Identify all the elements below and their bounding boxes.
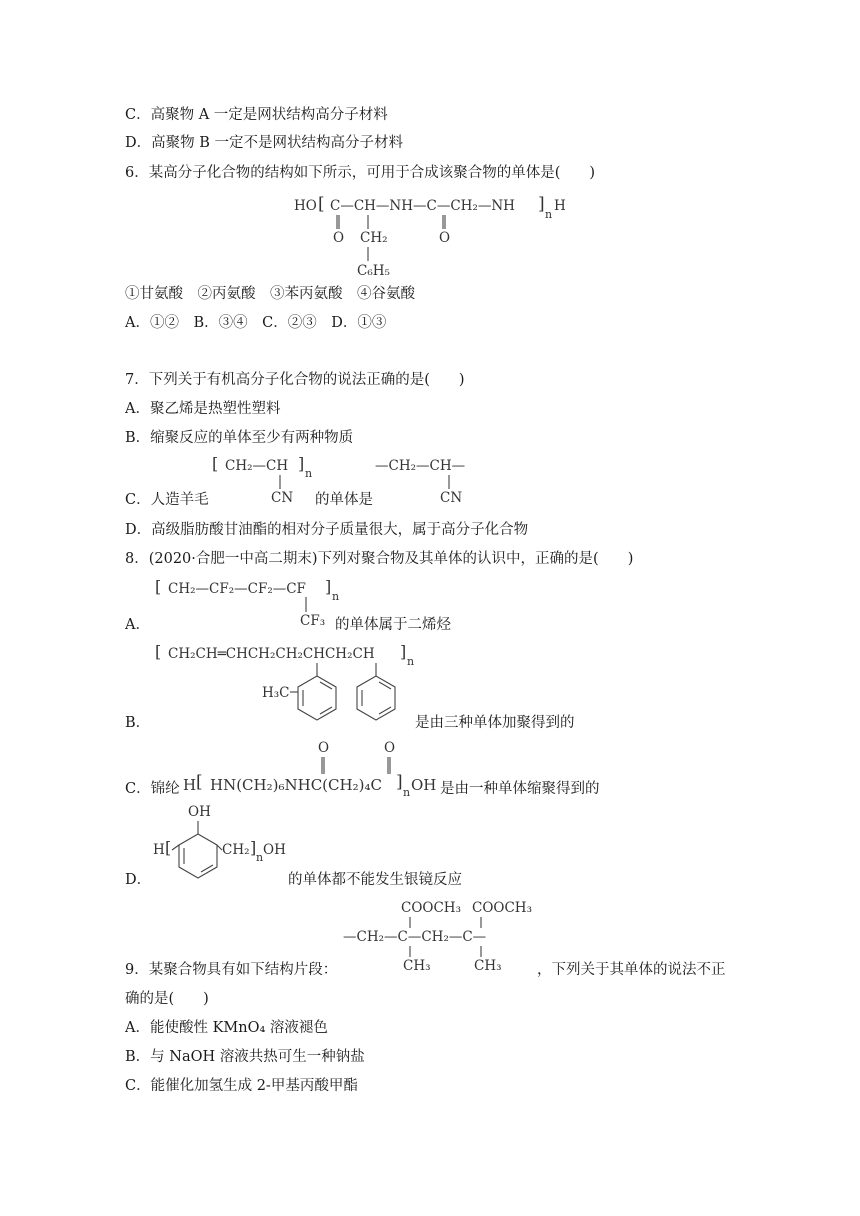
q8-stem: 8．(2020·合肥一中高二期末)下列对聚合物及其单体的认识中，正确的是( ) bbox=[125, 551, 634, 567]
q6-formula-ho: HO bbox=[294, 198, 317, 214]
q7-poly-bracket-left: [ bbox=[212, 454, 219, 473]
q8-c-o2: O bbox=[384, 740, 396, 756]
q7-mono-chain: —CH₂—CH— bbox=[375, 458, 466, 474]
q8-c-text: 是由一种单体缩聚得到的 bbox=[440, 781, 600, 797]
q8-b-label: B． bbox=[125, 715, 151, 731]
q9-cooch3-2: COOCH₃ bbox=[472, 900, 532, 916]
q8-a-cf3: CF₃ bbox=[300, 613, 326, 629]
q8-c-chain: HN(CH₂)₆NHC(CH₂)₄C bbox=[210, 776, 382, 794]
q6-formula-n: n bbox=[545, 208, 553, 221]
q8-d-oh-top: OH bbox=[188, 804, 211, 820]
q6-formula-o1: O bbox=[333, 230, 345, 246]
q8-a-bracket-left: [ bbox=[155, 577, 162, 596]
q8-c-h: H bbox=[183, 776, 197, 794]
q7-poly-n: n bbox=[305, 467, 313, 480]
q8-a-chain: CH₂—CF₂—CF₂—CF bbox=[168, 581, 306, 597]
q7-poly-cn: CN bbox=[271, 490, 294, 506]
q8-c-n: n bbox=[403, 786, 411, 799]
q7-option-c-label: C．人造羊毛 bbox=[125, 492, 209, 508]
q9-cooch3-1: COOCH₃ bbox=[401, 900, 461, 916]
q6-formula-bracket-right: ] bbox=[538, 194, 545, 214]
q7-option-c-mid: 的单体是 bbox=[315, 492, 373, 508]
q8-c-label: C．锦纶 bbox=[125, 781, 180, 797]
q9-option-c: C．能催化加氢生成 2-甲基丙酸甲酯 bbox=[125, 1078, 358, 1094]
q6-formula-o2: O bbox=[439, 230, 451, 246]
q9-option-b: B．与 NaOH 溶液共热可生一种钠盐 bbox=[125, 1049, 365, 1065]
q7-poly-bracket-right: ] bbox=[298, 454, 305, 473]
q7-option-d: D．高级脂肪酸甘油酯的相对分子质量很大，属于高分子化合物 bbox=[125, 522, 529, 538]
q7-poly-chain: CH₂—CH bbox=[225, 458, 289, 474]
q8-b-n: n bbox=[407, 655, 415, 668]
q6-formula-h: H bbox=[554, 198, 566, 214]
q8-c-bracket-right: ] bbox=[396, 772, 403, 792]
q8-b-h3c: H₃C bbox=[262, 685, 290, 701]
q7-mono-cn: CN bbox=[440, 490, 463, 506]
q8-a-label: A． bbox=[125, 617, 150, 633]
q9-option-a: A．能使酸性 KMnO₄ 溶液褪色 bbox=[125, 1020, 328, 1036]
q8-d-n: n bbox=[256, 851, 264, 864]
q8-c-oh: OH bbox=[411, 776, 437, 794]
q7-option-a: A．聚乙烯是热塑性塑料 bbox=[125, 401, 281, 417]
q9-ch3-1: CH₃ bbox=[403, 958, 431, 974]
q7-stem: 7．下列关于有机高分子化合物的说法正确的是( ) bbox=[125, 372, 465, 388]
q6-formula-chain: C—CH—NH—C—CH₂—NH bbox=[330, 198, 515, 214]
q8-d-h: H bbox=[153, 842, 165, 858]
q8-d-label: D． bbox=[125, 872, 152, 888]
q6-items: ①甘氨酸 ②丙氨酸 ③苯丙氨酸 ④谷氨酸 bbox=[125, 286, 415, 302]
q8-d-text: 的单体都不能发生银镜反应 bbox=[288, 872, 462, 888]
q6-formula-bracket-left: [ bbox=[318, 194, 325, 214]
q9-chain: —CH₂—C—CH₂—C— bbox=[343, 929, 487, 945]
q9-stem: 9．某聚合物具有如下结构片段： bbox=[125, 962, 338, 978]
q8-c-o1: O bbox=[318, 740, 330, 756]
q8-a-bracket-right: ] bbox=[325, 577, 332, 596]
q9-stem-cont: 确的是( ) bbox=[125, 991, 209, 1007]
q6-formula-ch2: CH₂ bbox=[360, 230, 388, 246]
q8-b-chain: CH₂CH═CHCH₂CH₂CHCH₂CH bbox=[168, 646, 375, 662]
q8-d-ch2: CH₂ bbox=[222, 842, 250, 858]
q6-formula-c6h5: C₆H₅ bbox=[357, 263, 390, 279]
q5-option-c: C．高聚物 A 一定是网状结构高分子材料 bbox=[125, 107, 388, 123]
q6-stem: 6．某高分子化合物的结构如下所示，可用于合成该聚合物的单体是( ) bbox=[125, 165, 596, 181]
q5-option-d: D．高聚物 B 一定不是网状结构高分子材料 bbox=[125, 135, 403, 151]
q9-ch3-2: CH₃ bbox=[474, 958, 502, 974]
q6-options: A．①② B．③④ C．②③ D．①③ bbox=[125, 315, 387, 331]
q8-c-bracket-left: [ bbox=[196, 772, 203, 792]
q8-b-text: 是由三种单体加聚得到的 bbox=[415, 715, 575, 731]
q8-a-text: 的单体属于二烯烃 bbox=[335, 617, 451, 633]
q8-b-bracket-left: [ bbox=[155, 642, 162, 661]
q8-d-bracket-right: ] bbox=[250, 838, 257, 857]
q8-d-oh: OH bbox=[263, 842, 286, 858]
q7-option-b: B．缩聚反应的单体至少有两种物质 bbox=[125, 430, 354, 446]
q8-a-n: n bbox=[332, 590, 340, 603]
q8-b-bracket-right: ] bbox=[400, 642, 407, 661]
q8-d-bracket-left: [ bbox=[165, 838, 172, 857]
q9-stem-tail: ，下列关于其单体的说法不正 bbox=[537, 962, 726, 978]
